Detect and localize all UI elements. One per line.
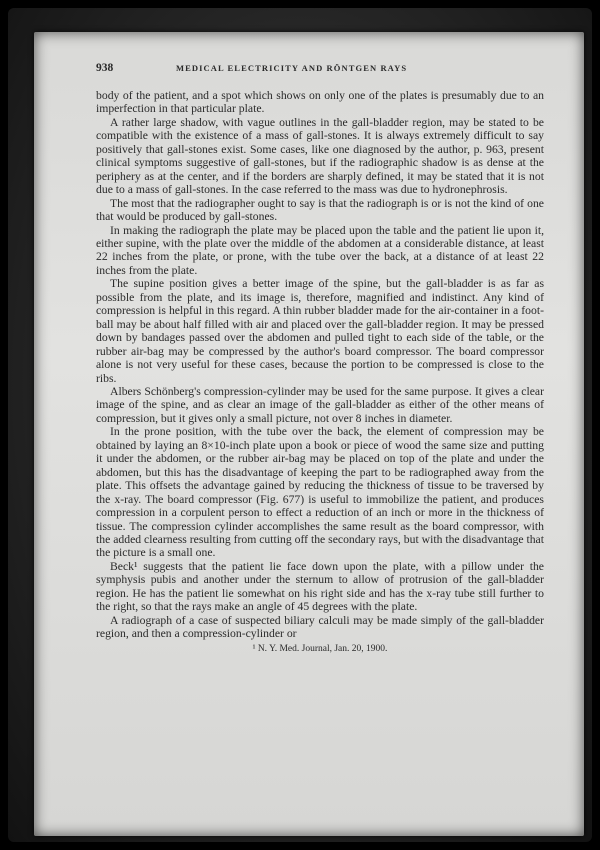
page-header <box>96 62 544 78</box>
paragraph: Albers Schönberg's compression-cylinder may be used for the same purpose. It gives a clear image of the spine, and as clear an image of the gall-bladder as either of the other means of compression, but it gives only a small picture, not over 8 inches in diameter. <box>96 384 544 425</box>
page-number: 938 <box>96 62 114 74</box>
paragraph: A radiograph of a case of suspected biliary calculi may be made simply of the gall-bladder region, and then a compression-cylinder or <box>96 613 544 641</box>
page-content <box>96 62 544 655</box>
book-page <box>34 32 584 836</box>
paragraph: In making the radiograph the plate may be placed upon the table and the patient lie upon it, either supine, with the plate over the middle of the abdomen at a considerable distance, at least 22 inches from the plate, or prone, with the tube over the back, at a distance of at least 22 inches from the plate. <box>96 223 544 277</box>
paragraph: body of the patient, and a spot which shows on only one of the plates is presumably due to an imperfection in that particular plate. <box>96 89 544 116</box>
paragraph: The supine position gives a better image of the spine, but the gall-bladder is as far as possible from the plate, and its image is, therefore, magnified and indistinct. Any kind of compression is helpful in this regard. A thin rubber bladder made for the air-container in a foot-ball may be about half filled with air and placed over the gall-bladder region. It may be pressed down by bandages passed over the abdomen and pulled tight to each side of the table, or the rubber air-bag may be compressed by the author's board compressor. The board compressor alone is not very useful for these cases, because the portion to be compressed is close to the ribs. <box>96 277 544 385</box>
photo-frame <box>8 8 592 842</box>
running-title: MEDICAL ELECTRICITY AND RÖNTGEN RAYS <box>176 63 408 73</box>
paragraph: A rather large shadow, with vague outlines in the gall-bladder region, may be stated to be compatible with the existence of a mass of gall-stones. It is always extremely difficult to say positively that gall-stones exist. Some cases, like one diagnosed by the author, p. 963, present clinical symptoms suggestive of gall-stones, but if the radiographic shadow is as dense at the periphery as at the center, and if the borders are sharply defined, it may be stated that it is not due to a mass of gall-stones. In the case referred to the mass was due to hydronephrosis. <box>96 115 544 197</box>
paragraph: In the prone position, with the tube over the back, the element of compression may be obtained by laying an 8×10-inch plate upon a book or piece of wood the same size and putting it under the abdomen, or the rubber air-bag may be placed on top of the plate and under the abdomen, but this has the disadvantage of keeping the part to be radiographed away from the plate. This offsets the advantage gained by reducing the thickness of tissue to be traversed by the x-ray. The board compressor (Fig. 677) is useful to immobilize the patient, and produces compression in a corpulent person to effect a reduction of an inch or more in the thickness of tissue. The compression cylinder accomplishes the same result as the board compressor, with the added clearness resulting from cutting off the secondary rays, but with the disadvantage that the picture is a small one. <box>96 425 544 560</box>
paragraph: Beck¹ suggests that the patient lie face down upon the plate, with a pillow under the symphysis pubis and another under the sternum to allow of protrusion of the gall-bladder region. He has the patient lie somewhat on his right side and has the x-ray tube still further to the right, so that the rays make an angle of 45 degrees with the plate. <box>96 559 544 614</box>
footnote: ¹ N. Y. Med. Journal, Jan. 20, 1900. <box>252 643 388 654</box>
paragraph: The most that the radiographer ought to say is that the radiograph is or is not the kind of one that would be produced by gall-stones. <box>96 196 544 224</box>
